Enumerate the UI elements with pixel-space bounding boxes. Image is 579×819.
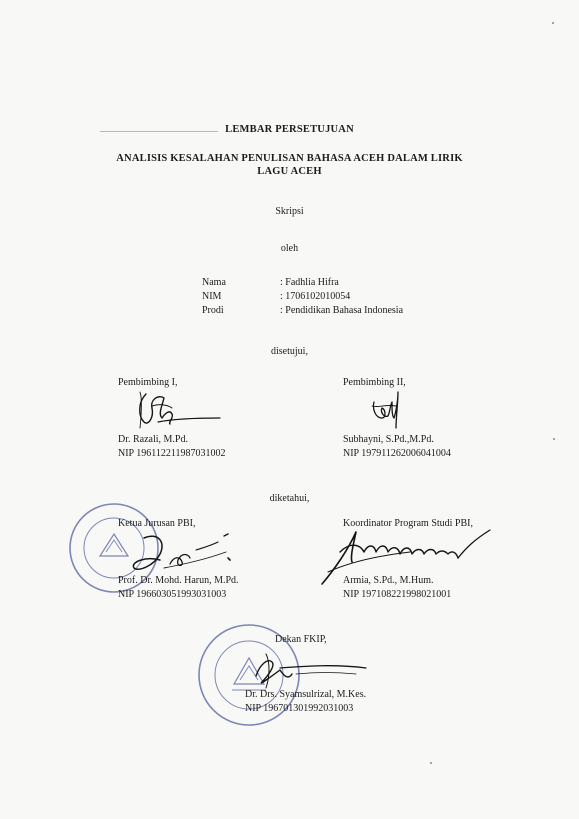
dean-nip: NIP 196701301992031003 (245, 703, 354, 714)
acknowledged-label: diketahui, (269, 493, 310, 504)
thesis-title-line-2: LAGU ACEH (257, 166, 322, 177)
advisor-1-role: Pembimbing I, (118, 377, 178, 388)
advisor-2-nip: NIP 197911262006041004 (343, 448, 451, 459)
document-type: Skripsi (275, 206, 304, 217)
dean-signature (236, 646, 376, 692)
advisor-2-signature (368, 388, 408, 430)
page-heading: LEMBAR PERSETUJUAN (225, 124, 354, 135)
dean-role: Dekan FKIP, (275, 634, 327, 645)
name-label: Nama (202, 277, 226, 288)
advisor-1-nip: NIP 196112211987031002 (118, 448, 226, 459)
scan-artifact-dot (553, 438, 555, 440)
approved-label: disetujui, (271, 346, 308, 357)
by-label: oleh (280, 243, 299, 254)
head-dept-signature (124, 528, 244, 578)
head-dept-role: Ketua Jurusan PBI, (118, 518, 196, 529)
advisor-1-name: Dr. Razali, M.Pd. (118, 434, 188, 445)
coordinator-role: Koordinator Program Studi PBI, (343, 518, 473, 529)
advisor-1-signature (128, 388, 228, 436)
coordinator-name: Armia, S.Pd., M.Hum. (343, 575, 434, 586)
scan-artifact-dot (430, 762, 432, 764)
prodi-value: : Pendidikan Bahasa Indonesia (280, 305, 404, 316)
head-dept-name: Prof. Dr. Mohd. Harun, M.Pd. (118, 575, 239, 586)
prodi-label: Prodi (202, 305, 224, 316)
coordinator-nip: NIP 197108221998021001 (343, 589, 452, 600)
nim-label: NIM (202, 291, 222, 302)
scan-artifact-dot (552, 22, 554, 24)
thesis-title-line-1: ANALISIS KESALAHAN PENULISAN BAHASA ACEH DALAM LIRIK (116, 153, 463, 164)
name-value: : Fadhlia Hifra (280, 277, 339, 288)
head-dept-nip: NIP 196603051993031003 (118, 589, 227, 600)
advisor-2-role: Pembimbing II, (343, 377, 406, 388)
nim-value: : 1706102010054 (280, 291, 351, 302)
dean-name: Dr. Drs. Syamsulrizal, M.Kes. (245, 689, 367, 700)
advisor-2-name: Subhayni, S.Pd.,M.Pd. (343, 434, 434, 445)
